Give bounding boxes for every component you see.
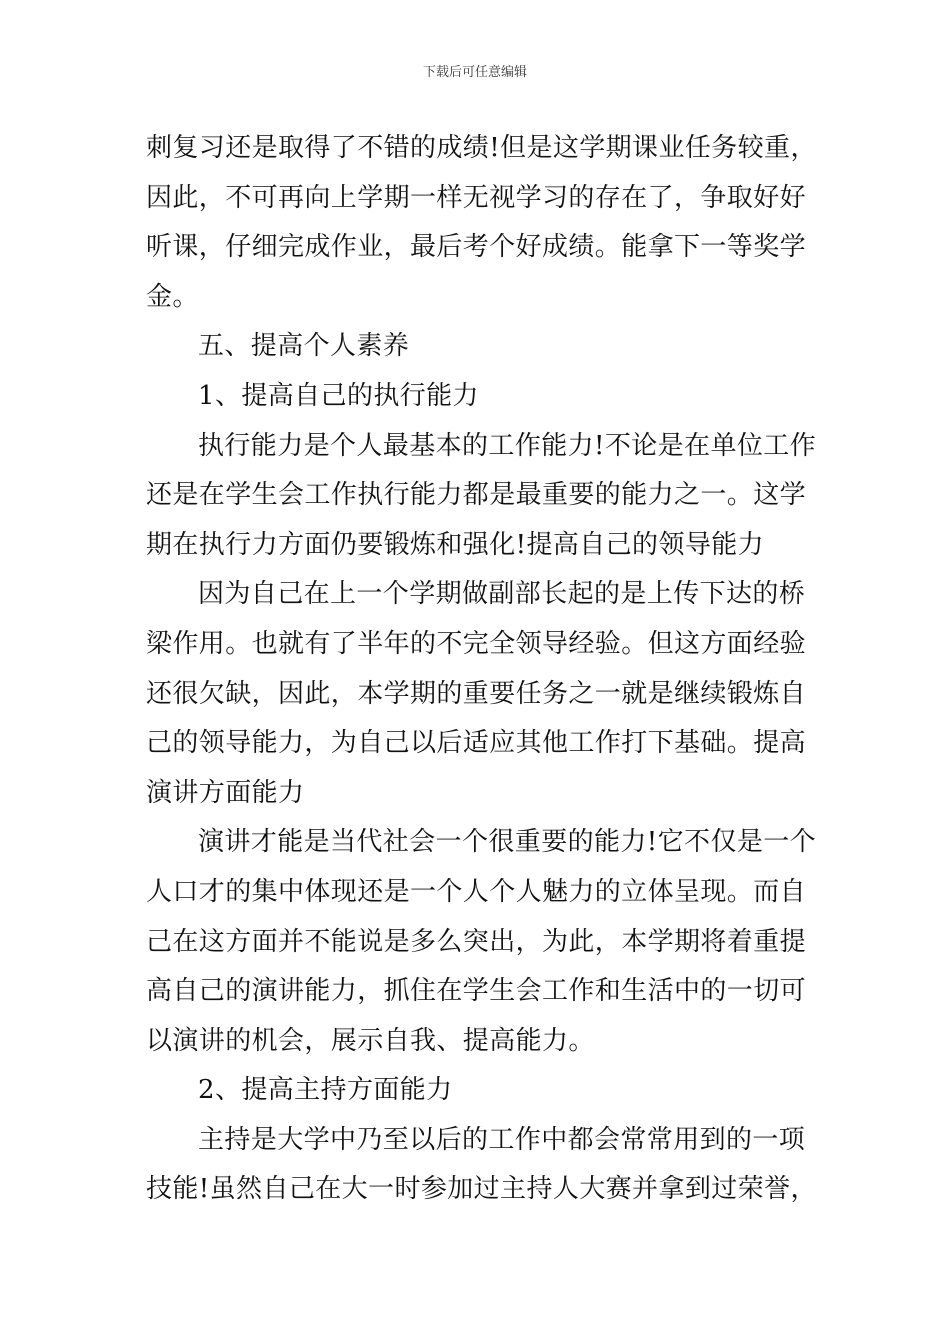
text-line-11: 梁作用。也就有了半年的不完全领导经验。但这方面经验	[146, 628, 807, 659]
subheading-execution: 1、提高自己的执行能力	[198, 380, 479, 411]
text-line-19: 以演讲的机会，展示自我、提高能力。	[146, 1025, 595, 1056]
text-line-12: 还很欠缺，因此，本学期的重要任务之一就是继续锻炼自	[146, 678, 807, 709]
section-heading-5: 五、提高个人素养	[198, 331, 410, 362]
document-body	[146, 124, 817, 1215]
text-line-22: 技能!虽然自己在大一时参加过主持人大赛并拿到过荣誉，	[146, 1174, 817, 1205]
text-line-17: 己在这方面并不能说是多么突出，为此，本学期将着重提	[146, 926, 807, 957]
text-line-21: 主持是大学中乃至以后的工作中都会常常用到的一项	[198, 1124, 806, 1155]
text-line-9: 期在执行力方面仍要锻炼和强化!提高自己的领导能力	[146, 529, 765, 560]
text-line-18: 高自己的演讲能力，抓住在学生会工作和生活中的一切可	[146, 976, 807, 1007]
text-line-13: 己的领导能力，为自己以后适应其他工作打下基础。提高	[146, 728, 807, 759]
text-line-15: 演讲才能是当代社会一个很重要的能力!它不仅是一个	[198, 827, 817, 858]
text-line-1: 刺复习还是取得了不错的成绩!但是这学期课业任务较重，	[146, 133, 817, 163]
text-line-16: 人口才的集中体现还是一个人个人魅力的立体呈现。而自	[146, 876, 807, 907]
text-line-3: 听课，仔细完成作业，最后考个好成绩。能拿下一等奖学	[146, 232, 807, 263]
text-line-8: 还是在学生会工作执行能力都是最重要的能力之一。这学	[146, 480, 807, 511]
text-line-10: 因为自己在上一个学期做副部长起的是上传下达的桥	[198, 579, 806, 610]
page-header: 下载后可任意编辑	[422, 65, 527, 80]
text-line-7: 执行能力是个人最基本的工作能力!不论是在单位工作	[198, 430, 817, 461]
subheading-hosting: 2、提高主持方面能力	[198, 1075, 453, 1106]
text-line-14: 演讲方面能力	[146, 777, 305, 808]
text-line-2: 因此，不可再向上学期一样无视学习的存在了，争取好好	[146, 182, 807, 213]
text-line-4: 金。	[146, 281, 199, 312]
